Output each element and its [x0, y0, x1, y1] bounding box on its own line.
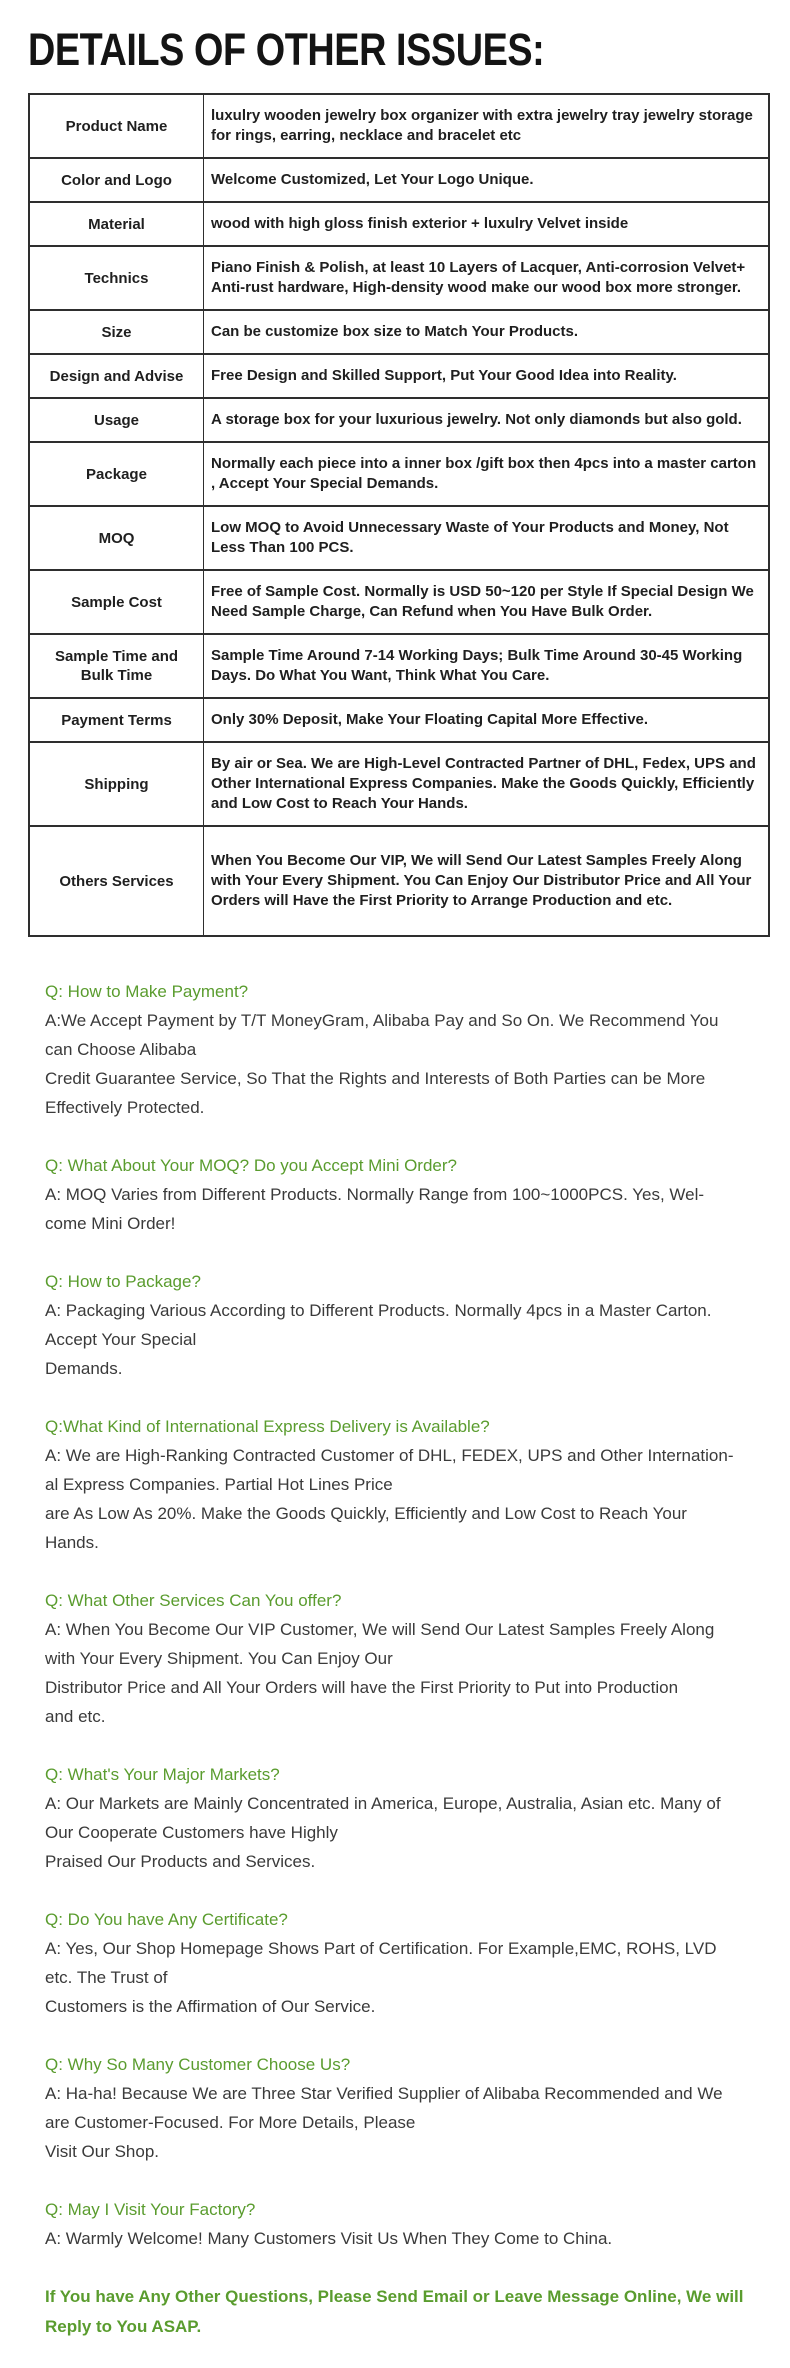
table-row — [29, 354, 769, 398]
faq-item — [45, 1586, 750, 1731]
details-table-body — [29, 94, 769, 936]
faq-answer-line: come Mini Order! — [45, 1214, 176, 1233]
faq-answer-line: al Express Companies. Partial Hot Lines Price — [45, 1475, 393, 1494]
table-row — [29, 570, 769, 634]
row-label: Sample Time and Bulk Time — [29, 634, 204, 698]
faq-item — [45, 1905, 750, 2021]
faq-answer-line: Distributor Price and All Your Orders will have the First Priority to Put into Production — [45, 1678, 679, 1697]
table-row — [29, 826, 769, 936]
row-value: A storage box for your luxurious jewelry. Not only diamonds but also gold. — [204, 398, 770, 442]
faq-answer-line: Effectively Protected. — [45, 1098, 205, 1117]
faq-answer-line: are Customer-Focused. For More Details, Please — [45, 2113, 416, 2132]
faq-section — [45, 977, 750, 2253]
row-value: Welcome Customized, Let Your Logo Unique. — [204, 158, 770, 202]
table-row — [29, 506, 769, 570]
row-value: wood with high gloss finish exterior + luxulry Velvet inside — [204, 202, 770, 246]
row-value: Piano Finish & Polish, at least 10 Layers of Lacquer, Anti-corrosion Velvet+ Anti-rust hardware, High-density wood make our wood box more stronger. — [204, 246, 770, 310]
row-value: Low MOQ to Avoid Unnecessary Waste of Your Products and Money, Not Less Than 100 PCS. — [204, 506, 770, 570]
table-row — [29, 246, 769, 310]
faq-footer-note — [45, 2282, 750, 2368]
table-row — [29, 698, 769, 742]
row-value: Sample Time Around 7-14 Working Days; Bulk Time Around 30-45 Working Days. Do What You Want, Think What You Care. — [204, 634, 770, 698]
row-label: Design and Advise — [29, 354, 204, 398]
faq-item — [45, 1267, 750, 1383]
faq-answer-line: can Choose Alibaba — [45, 1040, 197, 1059]
row-value: Can be customize box size to Match Your Products. — [204, 310, 770, 354]
faq-answer-line: are As Low As 20%. Make the Goods Quickly, Efficiently and Low Cost to Reach Your — [45, 1504, 687, 1523]
footer-line: If You have Any Other Questions, Please Send Email or Leave Message Online, We will — [45, 2287, 744, 2306]
faq-question: Q: How to Package? — [45, 1272, 201, 1291]
row-label: Package — [29, 442, 204, 506]
table-row — [29, 442, 769, 506]
row-value: Only 30% Deposit, Make Your Floating Capital More Effective. — [204, 698, 770, 742]
row-value: By air or Sea. We are High-Level Contracted Partner of DHL, Fedex, UPS and Other International Express Companies. Make the Goods Quickly, Efficiently and Low Cost to Reach Your Hands. — [204, 742, 770, 826]
footer-line: Reply to You ASAP. — [45, 2317, 202, 2336]
faq-item — [45, 2195, 750, 2253]
row-label: Color and Logo — [29, 158, 204, 202]
table-row — [29, 742, 769, 826]
faq-item — [45, 977, 750, 1122]
faq-question: Q:What Kind of International Express Delivery is Available? — [45, 1417, 490, 1436]
table-row — [29, 94, 769, 158]
table-row — [29, 634, 769, 698]
faq-question: Q: What About Your MOQ? Do you Accept Mini Order? — [45, 1156, 457, 1175]
table-row — [29, 158, 769, 202]
faq-answer-line: A: When You Become Our VIP Customer, We will Send Our Latest Samples Freely Along — [45, 1620, 715, 1639]
faq-answer-line: Accept Your Special — [45, 1330, 197, 1349]
faq-answer-line: A: Ha-ha! Because We are Three Star Verified Supplier of Alibaba Recommended and We — [45, 2084, 723, 2103]
row-label: Product Name — [29, 94, 204, 158]
faq-item — [45, 2050, 750, 2166]
row-label: Material — [29, 202, 204, 246]
faq-question: Q: Why So Many Customer Choose Us? — [45, 2055, 351, 2074]
faq-question: Q: Do You have Any Certificate? — [45, 1910, 288, 1929]
row-value: Normally each piece into a inner box /gift box then 4pcs into a master carton , Accept Your Special Demands. — [204, 442, 770, 506]
row-label: Technics — [29, 246, 204, 310]
faq-question: Q: May I Visit Your Factory? — [45, 2200, 256, 2219]
row-label: Payment Terms — [29, 698, 204, 742]
faq-answer-line: Visit Our Shop. — [45, 2142, 160, 2161]
row-label: Shipping — [29, 742, 204, 826]
faq-answer-line: A: Warmly Welcome! Many Customers Visit Us When They Come to China. — [45, 2229, 613, 2248]
table-row — [29, 310, 769, 354]
faq-answer-line: Hands. — [45, 1533, 99, 1552]
faq-answer-line: A:We Accept Payment by T/T MoneyGram, Alibaba Pay and So On. We Recommend You — [45, 1011, 719, 1030]
row-value: luxulry wooden jewelry box organizer with extra jewelry tray jewelry storage for rings, earring, necklace and bracelet etc — [204, 94, 770, 158]
faq-answer-line: and etc. — [45, 1707, 106, 1726]
table-row — [29, 202, 769, 246]
table-row — [29, 398, 769, 442]
faq-answer-line: etc. The Trust of — [45, 1968, 168, 1987]
faq-answer-line: A: Packaging Various According to Different Products. Normally 4pcs in a Master Carton. — [45, 1301, 712, 1320]
faq-answer-line: A: Yes, Our Shop Homepage Shows Part of Certification. For Example,EMC, ROHS, LVD — [45, 1939, 717, 1958]
page-title: DETAILS OF OTHER ISSUES: — [28, 24, 545, 75]
faq-answer-line: Praised Our Products and Services. — [45, 1852, 316, 1871]
row-label: Size — [29, 310, 204, 354]
faq-answer-line: Demands. — [45, 1359, 123, 1378]
faq-item — [45, 1151, 750, 1238]
row-label: MOQ — [29, 506, 204, 570]
faq-answer-line: with Your Every Shipment. You Can Enjoy Our — [45, 1649, 393, 1668]
faq-question: Q: How to Make Payment? — [45, 982, 249, 1001]
faq-answer-line: A: Our Markets are Mainly Concentrated in America, Europe, Australia, Asian etc. Many of — [45, 1794, 721, 1813]
product-details-table — [28, 93, 770, 937]
faq-answer-line: Customers is the Affirmation of Our Service. — [45, 1997, 376, 2016]
faq-item — [45, 1412, 750, 1557]
faq-question: Q: What Other Services Can You offer? — [45, 1591, 342, 1610]
faq-question: Q: What's Your Major Markets? — [45, 1765, 280, 1784]
faq-answer-line: A: We are High-Ranking Contracted Customer of DHL, FEDEX, UPS and Other Internation- — [45, 1446, 734, 1465]
row-value: When You Become Our VIP, We will Send Our Latest Samples Freely Along with Your Every Shipment. You Can Enjoy Our Distributor Price and All Your Orders will Have the First Priority to Arrange Production and etc. — [204, 826, 770, 936]
row-value: Free Design and Skilled Support, Put Your Good Idea into Reality. — [204, 354, 770, 398]
row-value: Free of Sample Cost. Normally is USD 50~120 per Style If Special Design We Need Sample Charge, Can Refund when You Have Bulk Order. — [204, 570, 770, 634]
faq-answer-line: A: MOQ Varies from Different Products. Normally Range from 100~1000PCS. Yes, Wel- — [45, 1185, 705, 1204]
faq-answer-line: Our Cooperate Customers have Highly — [45, 1823, 338, 1842]
row-label: Others Services — [29, 826, 204, 936]
faq-item — [45, 1760, 750, 1876]
row-label: Usage — [29, 398, 204, 442]
faq-answer-line: Credit Guarantee Service, So That the Rights and Interests of Both Parties can be More — [45, 1069, 706, 1088]
row-label: Sample Cost — [29, 570, 204, 634]
